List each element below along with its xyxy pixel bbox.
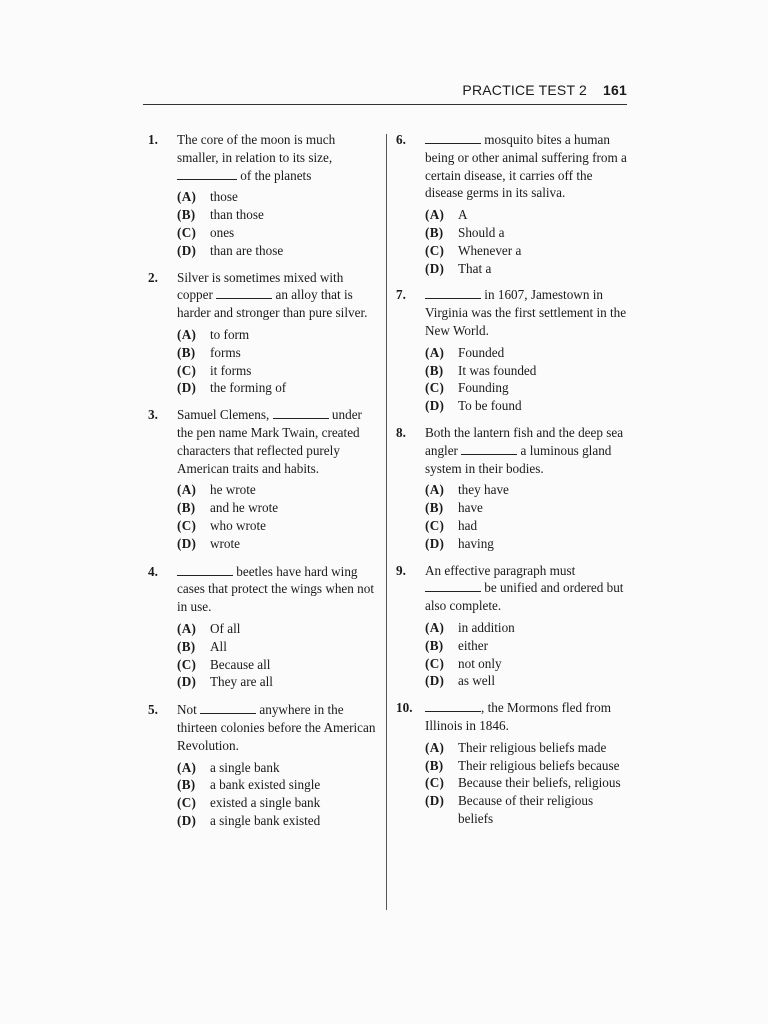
answer-option xyxy=(177,206,380,224)
option-letter: (A) xyxy=(425,482,445,498)
stem-text: anywhere in the thirteen colonies before the American Revolution. xyxy=(177,702,376,753)
question-item xyxy=(396,699,628,828)
option-text: It was founded xyxy=(458,362,537,378)
option-letter: (B) xyxy=(425,637,444,653)
answer-option xyxy=(425,637,628,655)
question-number: 5. xyxy=(148,702,158,718)
question-stem xyxy=(425,286,628,339)
option-letter: (D) xyxy=(177,535,197,551)
stem-text: a luminous gland system in their bodies. xyxy=(425,442,612,476)
option-text: than those xyxy=(210,207,264,223)
option-letter: (A) xyxy=(425,739,445,755)
option-text: had xyxy=(458,517,478,533)
option-letter: (D) xyxy=(177,242,197,258)
option-letter: (C) xyxy=(425,380,445,396)
answer-option xyxy=(177,638,380,656)
stem-text: The core of the moon is much smaller, in relation to its size, xyxy=(177,132,336,165)
question-number: 1. xyxy=(148,132,158,147)
answer-options xyxy=(425,206,628,277)
stem-text: Both the lantern fish and the deep sea angler xyxy=(425,424,624,458)
answer-options xyxy=(177,188,380,259)
answer-option xyxy=(425,206,628,224)
question-number: 9. xyxy=(396,562,406,578)
question-number: 2. xyxy=(148,269,158,285)
option-text: Their religious beliefs because xyxy=(458,757,620,773)
option-text: in addition xyxy=(458,619,515,635)
option-letter: (B) xyxy=(425,757,444,773)
question-number: 3. xyxy=(148,407,158,423)
option-text: Founded xyxy=(458,344,505,360)
question-stem xyxy=(425,699,628,735)
option-text: They are all xyxy=(210,674,273,690)
option-text: Founding xyxy=(458,380,509,396)
stem-text: an alloy that is harder and stronger than pure silver. xyxy=(177,287,368,321)
option-text: existed a single bank xyxy=(210,795,321,811)
option-text: a single bank existed xyxy=(210,812,321,828)
answer-option xyxy=(425,774,628,792)
option-letter: (C) xyxy=(177,224,197,240)
option-text: All xyxy=(210,638,227,654)
answer-option xyxy=(177,481,380,499)
answer-option xyxy=(425,619,628,637)
option-text: he wrote xyxy=(210,482,256,498)
option-letter: (D) xyxy=(425,673,445,689)
option-letter: (B) xyxy=(177,777,196,793)
answer-blank xyxy=(216,287,272,299)
answer-options xyxy=(425,739,628,828)
answer-blank xyxy=(461,443,517,455)
answer-blank xyxy=(425,132,481,144)
question-item xyxy=(148,701,380,830)
answer-option xyxy=(425,739,628,757)
option-text: That a xyxy=(458,260,492,276)
option-letter: (C) xyxy=(425,775,445,791)
answer-option xyxy=(177,499,380,517)
option-text: Because their beliefs, religious xyxy=(458,775,621,791)
question-stem xyxy=(177,563,380,616)
option-text: have xyxy=(458,500,483,516)
answer-blank xyxy=(425,287,481,299)
option-letter: (D) xyxy=(177,380,197,396)
option-text: than are those xyxy=(210,242,284,258)
option-text: a single bank xyxy=(210,759,280,775)
stem-text: Samuel Clemens, xyxy=(177,407,273,423)
page-header xyxy=(143,82,627,105)
stem-text: , the Mormons fled from Illinois in 1846. xyxy=(425,700,612,733)
answer-option xyxy=(177,188,380,206)
stem-text: mosquito bites a human being or other animal suffering from a certain disease, it carries off the disease germs in its saliva. xyxy=(425,132,627,201)
question-item xyxy=(148,131,380,260)
option-text: those xyxy=(210,189,238,205)
question-stem xyxy=(425,562,628,615)
answer-blank xyxy=(177,564,233,576)
answer-option xyxy=(425,379,628,397)
question-item xyxy=(148,269,380,398)
option-letter: (B) xyxy=(177,207,196,223)
option-letter: (A) xyxy=(177,620,197,636)
option-letter: (D) xyxy=(425,793,445,809)
option-text: to form xyxy=(210,326,250,342)
option-text: Of all xyxy=(210,620,241,636)
option-letter: (D) xyxy=(425,260,445,276)
option-letter: (B) xyxy=(177,500,196,516)
page-number: 161 xyxy=(603,82,627,98)
question-item xyxy=(148,406,380,552)
option-text: a bank existed single xyxy=(210,777,321,793)
answer-option xyxy=(177,362,380,380)
option-letter: (A) xyxy=(425,344,445,360)
answer-option xyxy=(425,224,628,242)
question-stem xyxy=(425,424,628,477)
answer-option xyxy=(425,792,628,828)
option-letter: (A) xyxy=(425,619,445,635)
question-stem xyxy=(177,701,380,754)
answer-option xyxy=(425,655,628,673)
answer-option xyxy=(177,224,380,242)
answer-option xyxy=(177,242,380,260)
option-text: it forms xyxy=(210,362,252,378)
option-text: having xyxy=(458,535,494,551)
answer-option xyxy=(177,656,380,674)
option-letter: (C) xyxy=(425,655,445,671)
question-stem xyxy=(177,269,380,322)
option-text: Their religious beliefs made xyxy=(458,739,607,755)
right-question-column xyxy=(396,131,628,828)
option-letter: (A) xyxy=(177,759,197,775)
option-text: they have xyxy=(458,482,509,498)
left-question-column xyxy=(148,131,380,830)
option-letter: (C) xyxy=(177,517,197,533)
answer-options xyxy=(177,620,380,691)
answer-option xyxy=(425,499,628,517)
option-letter: (C) xyxy=(177,656,197,672)
option-letter: (D) xyxy=(425,398,445,414)
option-text: forms xyxy=(210,344,241,360)
option-letter: (D) xyxy=(177,812,197,828)
answer-blank xyxy=(425,580,481,592)
question-item xyxy=(396,424,628,553)
option-text: Because of their religious beliefs xyxy=(458,793,594,826)
option-letter: (A) xyxy=(177,482,197,498)
option-text: the forming of xyxy=(210,380,287,396)
answer-options xyxy=(177,759,380,830)
answer-options xyxy=(177,481,380,552)
answer-blank xyxy=(200,702,256,714)
question-number: 6. xyxy=(396,132,406,147)
stem-text: of the planets xyxy=(237,167,312,183)
option-text: Whenever a xyxy=(458,242,522,258)
question-number: 4. xyxy=(148,563,158,579)
answer-option xyxy=(425,362,628,380)
answer-option xyxy=(177,776,380,794)
answer-option xyxy=(425,517,628,535)
answer-option xyxy=(177,620,380,638)
question-item xyxy=(396,286,628,415)
answer-options xyxy=(425,344,628,415)
stem-text: An effective paragraph must xyxy=(425,562,576,578)
answer-option xyxy=(425,344,628,362)
answer-option xyxy=(177,344,380,362)
option-text: either xyxy=(458,637,489,653)
answer-blank xyxy=(177,168,237,180)
question-stem xyxy=(177,406,380,477)
option-letter: (C) xyxy=(177,795,197,811)
question-item xyxy=(396,131,628,277)
option-letter: (A) xyxy=(425,207,445,223)
option-text: Should a xyxy=(458,224,505,240)
question-item xyxy=(396,562,628,691)
option-letter: (B) xyxy=(425,500,444,516)
answer-option xyxy=(177,812,380,830)
option-letter: (D) xyxy=(425,535,445,551)
question-number: 10. xyxy=(396,700,413,716)
answer-option xyxy=(425,397,628,415)
option-text: not only xyxy=(458,655,502,671)
answer-option xyxy=(425,535,628,553)
answer-option xyxy=(177,535,380,553)
stem-text: Not xyxy=(177,702,201,718)
stem-text: Silver is sometimes mixed with copper xyxy=(177,269,344,303)
option-letter: (C) xyxy=(177,362,197,378)
answer-options xyxy=(425,619,628,690)
answer-option xyxy=(425,242,628,260)
answer-option xyxy=(425,260,628,278)
answer-options xyxy=(177,326,380,397)
option-letter: (A) xyxy=(177,189,197,205)
option-text: and he wrote xyxy=(210,500,279,516)
option-text: as well xyxy=(458,673,495,689)
question-item xyxy=(148,563,380,692)
stem-text: beetles have hard wing cases that protect the wings when not in use. xyxy=(177,563,375,615)
option-letter: (B) xyxy=(177,344,196,360)
option-text: wrote xyxy=(210,535,241,551)
answer-option xyxy=(425,481,628,499)
question-stem xyxy=(177,131,380,184)
answer-option xyxy=(177,326,380,344)
section-title: PRACTICE TEST 2 xyxy=(462,82,588,98)
question-stem xyxy=(425,131,628,202)
column-divider xyxy=(386,134,387,910)
option-text: Because all xyxy=(210,656,271,672)
option-text: A xyxy=(458,207,468,223)
option-text: ones xyxy=(210,224,235,240)
option-letter: (B) xyxy=(177,638,196,654)
stem-text: in 1607, Jamestown in Virginia was the first settlement in the New World. xyxy=(425,287,627,338)
stem-text: be unified and ordered but also complete. xyxy=(425,580,624,614)
answer-option xyxy=(177,517,380,535)
answer-options xyxy=(425,481,628,552)
option-letter: (A) xyxy=(177,326,197,342)
question-number: 7. xyxy=(396,287,406,303)
answer-blank xyxy=(425,700,481,712)
answer-option xyxy=(177,673,380,691)
option-text: To be found xyxy=(458,398,522,414)
question-number: 8. xyxy=(396,424,406,440)
option-letter: (C) xyxy=(425,242,445,258)
option-text: who wrote xyxy=(210,517,267,533)
answer-blank xyxy=(273,407,329,419)
stem-text: under the pen name Mark Twain, created characters that reflected purely American traits and habits. xyxy=(177,407,362,476)
answer-option xyxy=(177,794,380,812)
option-letter: (C) xyxy=(425,517,445,533)
option-letter: (B) xyxy=(425,224,444,240)
answer-option xyxy=(177,759,380,777)
option-letter: (D) xyxy=(177,674,197,690)
answer-option xyxy=(425,757,628,775)
answer-option xyxy=(177,379,380,397)
answer-option xyxy=(425,672,628,690)
option-letter: (B) xyxy=(425,362,444,378)
